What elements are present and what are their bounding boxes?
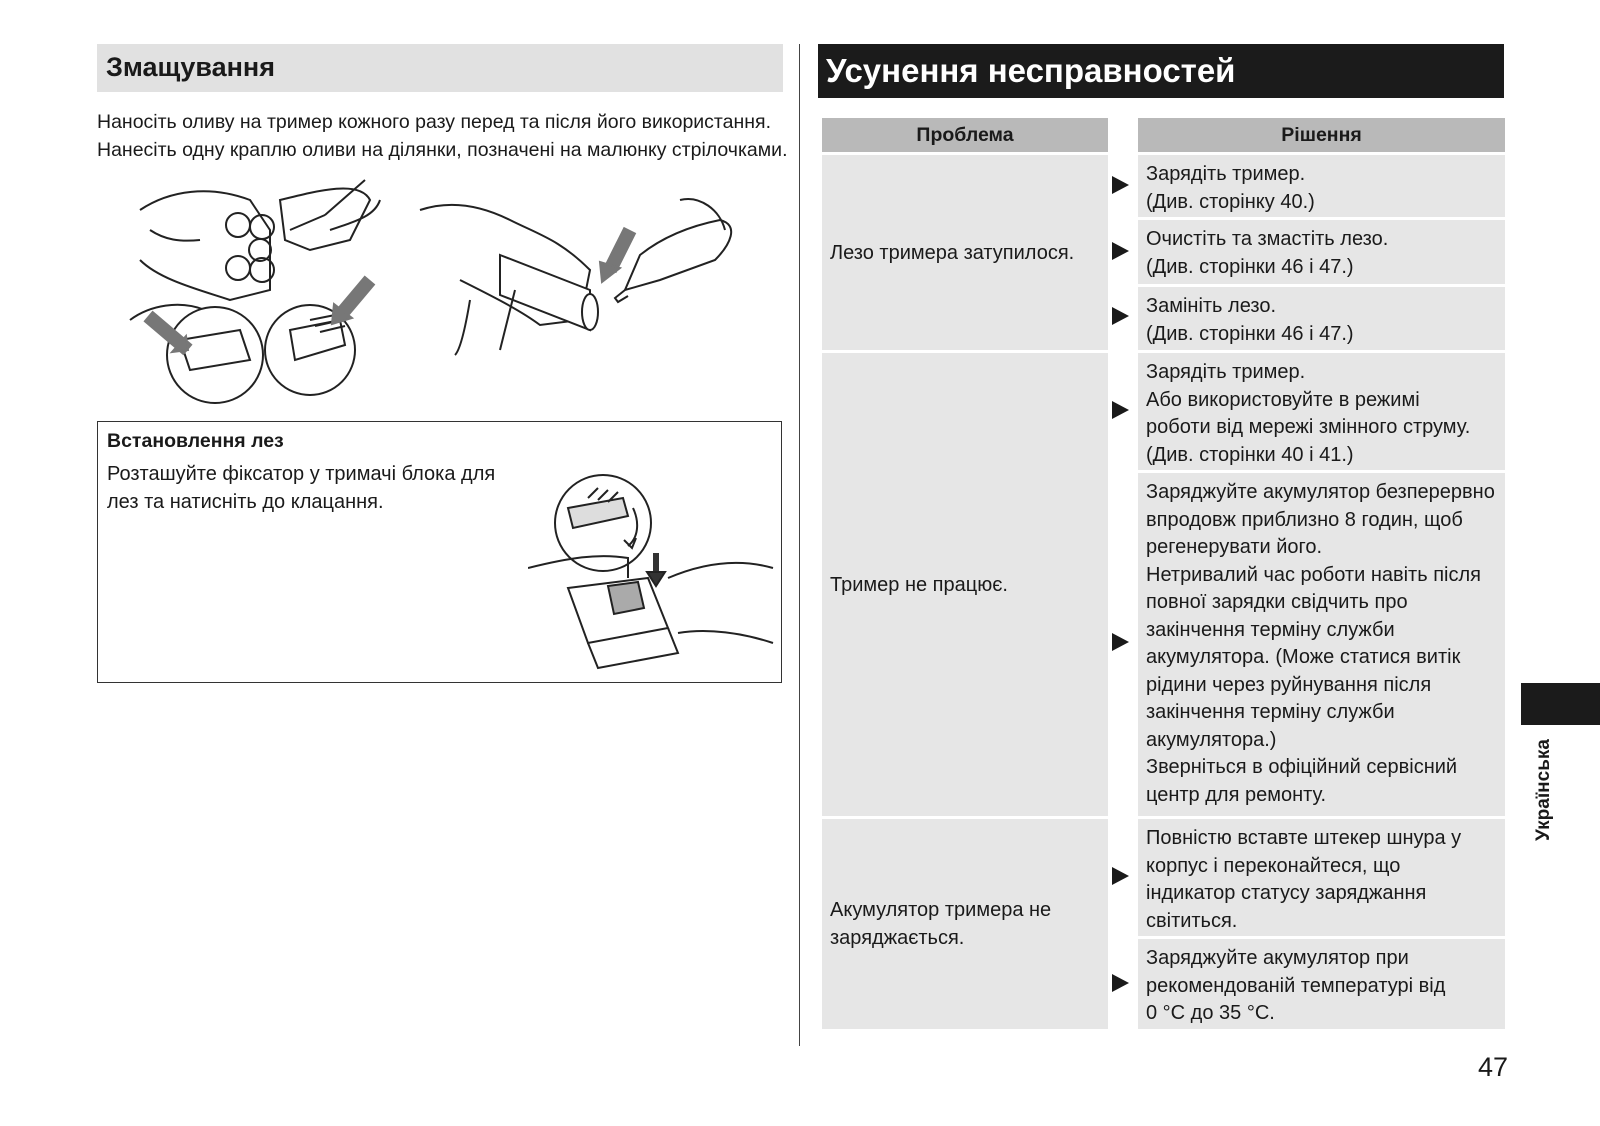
problem-cell-not-charging bbox=[822, 819, 1108, 1029]
column-divider bbox=[799, 44, 800, 1046]
language-tab-marker bbox=[1521, 683, 1600, 725]
solution-line: закінчення терміну служби bbox=[1146, 618, 1395, 641]
install-line: Розташуйте фіксатор у тримачі блока для bbox=[107, 463, 496, 485]
arrow-right-icon bbox=[1112, 401, 1129, 419]
blade-installation-illustration bbox=[528, 468, 780, 682]
instruction-line: Нанесіть одну краплю оливи на ділянки, позначені на малюнку стрілочками. bbox=[97, 139, 788, 161]
solution-line: Замініть лезо. bbox=[1146, 295, 1276, 317]
solution-line: корпус і переконайтеся, що bbox=[1146, 854, 1401, 877]
troubleshooting-header bbox=[818, 44, 1504, 98]
solution-cell bbox=[1138, 819, 1505, 936]
arrow-right-icon bbox=[1112, 307, 1129, 325]
lubrication-instructions bbox=[97, 108, 797, 164]
solution-line: рідини через руйнування після bbox=[1146, 673, 1432, 696]
problem-label: Лезо тримера затупилося. bbox=[830, 241, 1075, 264]
solution-line: регенерувати його. bbox=[1146, 536, 1323, 558]
lubrication-title: Змащування bbox=[106, 52, 275, 82]
solution-cell bbox=[1138, 155, 1505, 217]
solution-line: Повністю вставте штекер шнура у bbox=[1146, 827, 1462, 849]
solution-cell bbox=[1138, 939, 1505, 1029]
solution-column-header: Рішення bbox=[1138, 118, 1505, 152]
lubrication-illustration bbox=[120, 170, 780, 406]
solution-cell bbox=[1138, 287, 1505, 350]
solution-line: рекомендованій температурі від bbox=[1146, 974, 1446, 997]
arrow-right-icon bbox=[1112, 867, 1129, 885]
lubrication-header bbox=[97, 44, 783, 92]
solution-line: акумулятора. (Може статися витік bbox=[1146, 646, 1461, 668]
solution-line: (Див. сторінки 40 і 41.) bbox=[1146, 443, 1354, 466]
solution-line: (Див. сторінку 40.) bbox=[1146, 190, 1315, 213]
solution-line: індикатор статусу заряджання bbox=[1146, 882, 1427, 904]
install-line: лез та натисніть до клацання. bbox=[107, 491, 384, 513]
instruction-line: Наносіть оливу на тример кожного разу перед та після його використання. bbox=[97, 111, 771, 133]
solution-line: акумулятора.) bbox=[1146, 728, 1277, 751]
solution-line: (Див. сторінки 46 і 47.) bbox=[1146, 322, 1354, 345]
solution-line: Нетривалий час роботи навіть після bbox=[1146, 563, 1481, 586]
page-number: 47 bbox=[1477, 1052, 1508, 1082]
solution-cell bbox=[1138, 220, 1505, 284]
troubleshooting-title: Усунення несправностей bbox=[826, 52, 1236, 89]
arrow-right-icon bbox=[1112, 633, 1129, 651]
problem-label: заряджається. bbox=[830, 927, 965, 949]
solution-line: Зарядіть тример. bbox=[1146, 361, 1306, 383]
problem-label: Акумулятор тримера не bbox=[830, 899, 1052, 921]
solution-line: (Див. сторінки 46 і 47.) bbox=[1146, 255, 1354, 278]
problem-cell-not-working bbox=[822, 353, 1108, 816]
solution-line: світиться. bbox=[1146, 909, 1238, 932]
solution-line: Заряджуйте акумулятор при bbox=[1146, 947, 1409, 969]
arrow-right-icon bbox=[1112, 242, 1129, 260]
arrow-right-icon bbox=[1112, 974, 1129, 992]
solution-line: Заряджуйте акумулятор безперервно bbox=[1146, 481, 1495, 503]
problem-column-header: Проблема bbox=[822, 118, 1108, 152]
solution-cell bbox=[1138, 353, 1505, 470]
solution-line: закінчення терміну служби bbox=[1146, 701, 1395, 723]
solution-line: Або використовуйте в режимі bbox=[1146, 388, 1420, 411]
install-instructions bbox=[107, 460, 527, 516]
solution-line: 0 °C до 35 °C. bbox=[1146, 1002, 1275, 1024]
problem-label: Тример не працює. bbox=[830, 573, 1008, 596]
language-text: Українська bbox=[1533, 739, 1554, 841]
language-label bbox=[1522, 730, 1566, 850]
arrow-right-icon bbox=[1112, 176, 1129, 194]
problem-cell-dull-blade bbox=[822, 155, 1108, 350]
solution-line: повної зарядки свідчить про bbox=[1146, 591, 1408, 613]
solution-line: Очистіть та змастіть лезо. bbox=[1146, 228, 1389, 250]
blade-installation-box bbox=[97, 421, 782, 683]
solution-line: центр для ремонту. bbox=[1146, 783, 1327, 806]
solution-cell bbox=[1138, 473, 1505, 816]
solution-line: Зарядіть тример. bbox=[1146, 163, 1306, 185]
install-title: Встановлення лез bbox=[107, 430, 284, 452]
solution-line: Зверніться в офіційний сервісний bbox=[1146, 756, 1458, 778]
solution-line: впродовж приблизно 8 годин, щоб bbox=[1146, 508, 1463, 531]
solution-line: роботи від мережі змінного струму. bbox=[1146, 416, 1471, 438]
